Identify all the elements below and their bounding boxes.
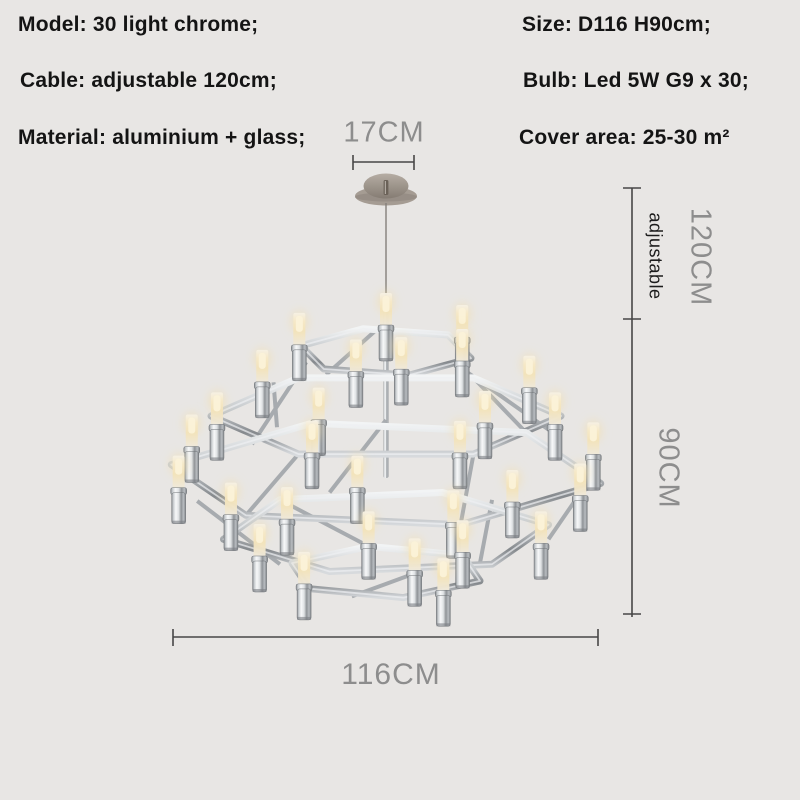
dimension-line-width [173,629,598,646]
dimension-line-canopy [353,155,414,170]
dimension-line-height [623,188,641,617]
dim-label-body-width: 116CM [341,658,441,691]
spec-size: Size: D116 H90cm; [522,13,711,36]
dim-label-canopy-width: 17CM [343,116,425,149]
dim-label-body-height: 90CM [652,427,685,509]
spec-cable: Cable: adjustable 120cm; [20,69,277,92]
spec-bulb: Bulb: Led 5W G9 x 30; [523,69,749,92]
chandelier-body [166,286,607,626]
spec-cover-area: Cover area: 25-30 m² [519,126,730,149]
dim-label-adjustable: adjustable [645,212,666,300]
ceiling-canopy [355,174,417,206]
spec-model: Model: 30 light chrome; [18,13,259,36]
dim-label-cable-length: 120CM [684,207,717,307]
spec-material: Material: aluminium + glass; [18,126,306,149]
